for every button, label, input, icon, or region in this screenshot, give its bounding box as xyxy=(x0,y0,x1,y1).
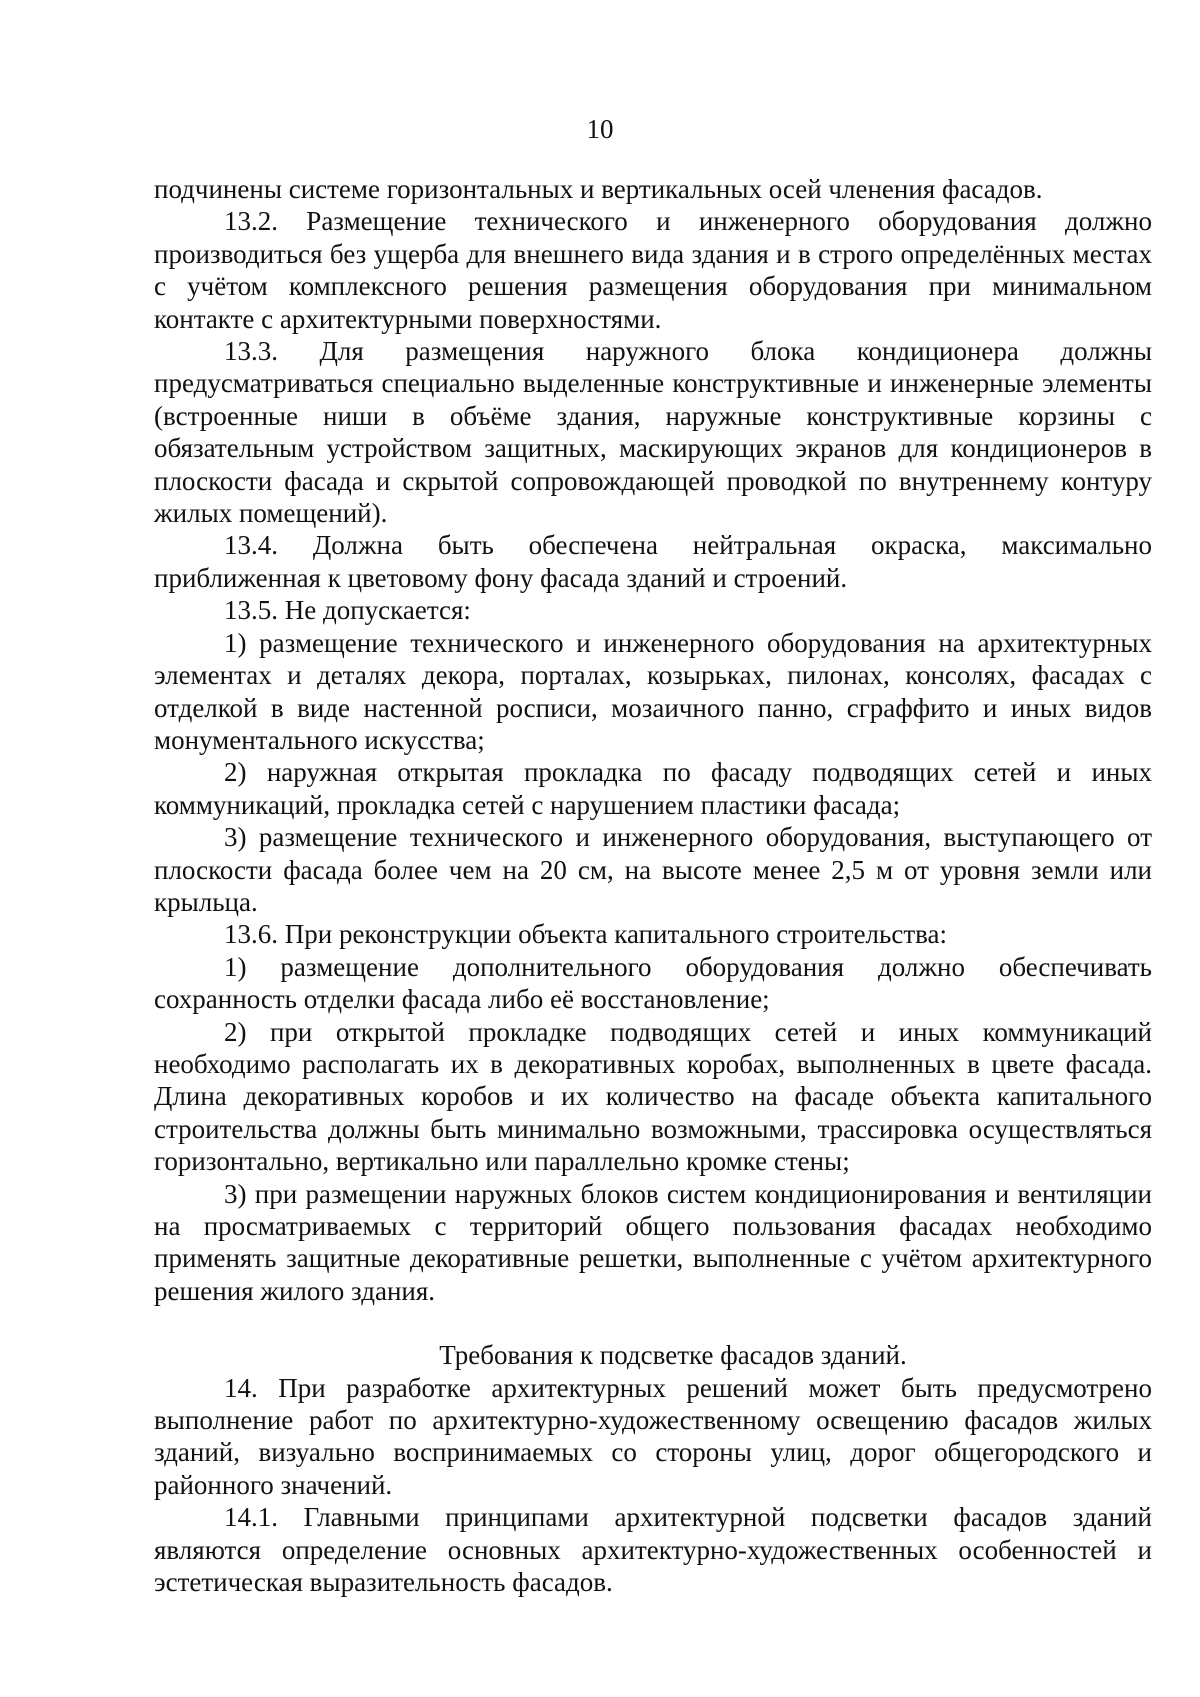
paragraph: 13.2. Размещение технического и инженерного оборудования должно производиться без ущерба для внешнего вида здания и в строго определённых местах с учётом комплексного решения размещения оборудования при минимальном контакте с архитектурными поверхностями. xyxy=(154,206,1152,334)
paragraph: 13.5. Не допускается: xyxy=(224,595,471,626)
list-item: 2) наружная открытая прокладка по фасаду подводящих сетей и иных коммуникаций, прокладка сетей с нарушением пластики фасада; xyxy=(154,757,1152,820)
document-body xyxy=(154,173,1152,1598)
list-item: 1) размещение дополнительного оборудования должно обеспечивать сохранность отделки фасада либо её восстановление; xyxy=(154,951,1152,1015)
list-item: 1) размещение технического и инженерного оборудования на архитектурных элементах и деталях декора, порталах, козырьках, пилонах, консолях, фасадах с отделкой в виде настенной росписи, мозаичного панно, сграффито и иных видов монументального искусства; xyxy=(154,627,1152,755)
paragraph: 14.1. Главными принципами архитектурной подсветки фасадов зданий являются определение основных архитектурно-художественных особенностей и эстетическая выразительность фасадов. xyxy=(154,1502,1152,1598)
section-heading: Требования к подсветке фасадов зданий. xyxy=(439,1340,907,1371)
paragraph: 13.6. При реконструкции объекта капитального строительства: xyxy=(224,919,948,950)
list-item: 2) при открытой прокладке подводящих сетей и иных коммуникаций необходимо располагать их в декоративных коробах, выполненных в цвете фасада. Длина декоративных коробов и их количество на фасаде объекта капитального строительства должны быть минимально возможными, трассировка осуществляться горизонтально, вертикально или параллельно кромке стены; xyxy=(154,1016,1152,1177)
list-item: 3) размещение технического и инженерного оборудования, выступающего от плоскости фасада более чем на 20 см, на высоте менее 2,5 м от уровня земли или крыльца. xyxy=(154,822,1152,917)
page-number: 10 xyxy=(586,114,614,144)
paragraph: 14. При разработке архитектурных решений может быть предусмотрено выполнение работ по архитектурно-художественному освещению фасадов жилых зданий, визуально воспринимаемых со стороны улиц, дорог общегородского и районного значений. xyxy=(154,1372,1152,1500)
paragraph: подчинены системе горизонтальных и вертикальных осей членения фасадов. xyxy=(154,174,1043,204)
section-spacer xyxy=(154,1307,1152,1339)
paragraph: 13.3. Для размещения наружного блока кондиционера должны предусматриваться специально выделенные конструктивные и инженерные элементы (встроенные ниши в объёме здания, наружные конструктивные корзины с обязательным устройством защитных, маскирующих экранов для кондиционеров в плоскости фасада и скрытой сопровождающей проводкой по внутреннему контуру жилых помещений). xyxy=(154,336,1152,529)
paragraph: 13.4. Должна быть обеспечена нейтральная окраска, максимально приближенная к цветовому фону фасада зданий и строений. xyxy=(154,530,1152,593)
list-item: 3) при размещении наружных блоков систем кондиционирования и вентиляции на просматриваемых с территорий общего пользования фасадах необходимо применять защитные декоративные решетки, выполненные с учётом архитектурного решения жилого здания. xyxy=(154,1178,1152,1306)
